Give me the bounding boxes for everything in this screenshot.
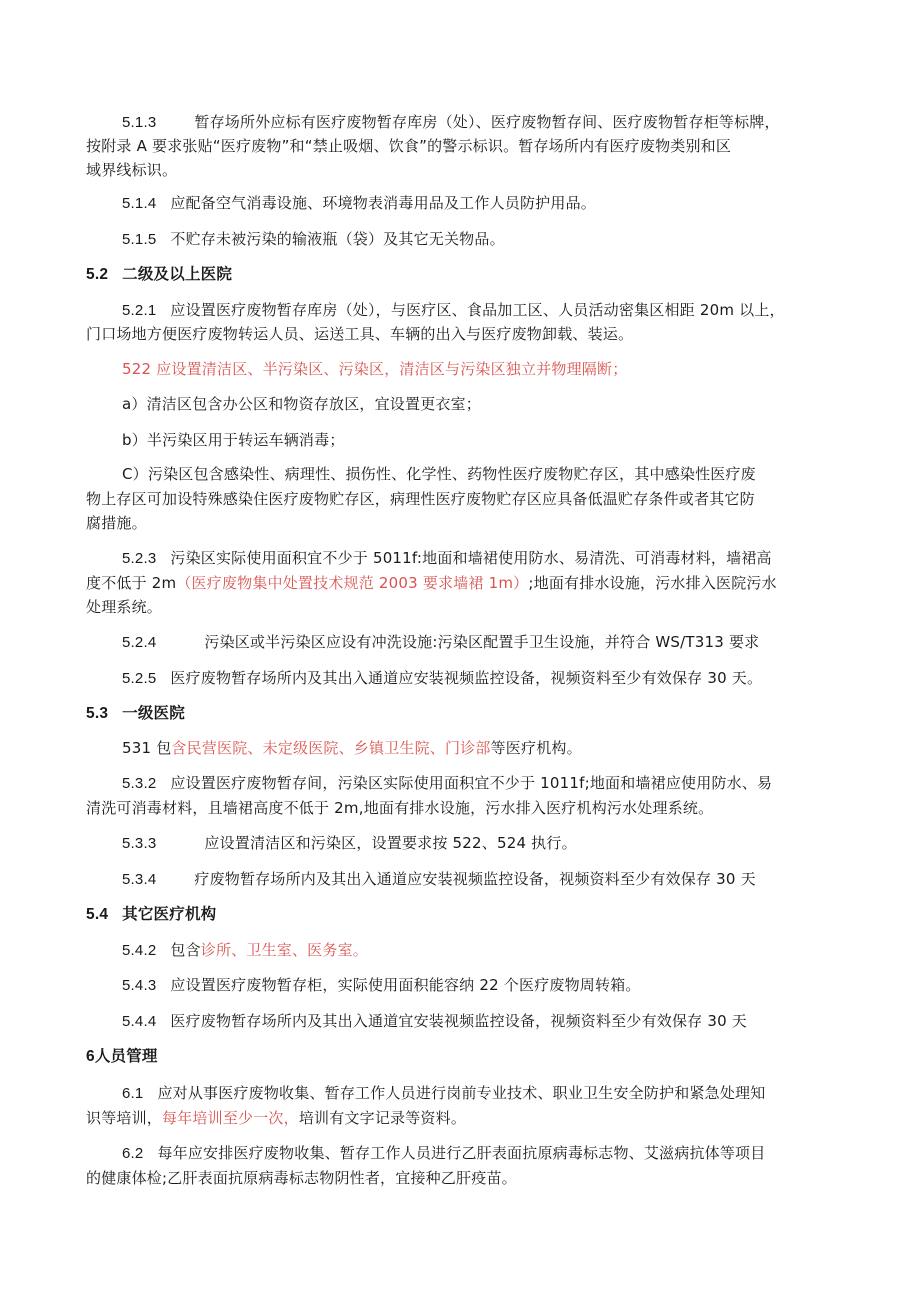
clause-number: 5.2.4 [122,634,157,651]
clause-5-4-4: 5.4.4 医疗废物暂存场所内及其出入通道宜安装视频监控设备，视频资料至少有效保存 30 天 [122,1012,748,1030]
clause-5-4-3: 5.4.3 应设置医疗废物暂存柜，实际使用面积能容纳 22 个医疗废物周转箱。 [122,976,641,994]
clause-number: 5.1.4 [122,195,157,212]
clause-5-2-4: 5.2.4 污染区或半污染区应设有冲洗设施:污染区配置手卫生设施，并符合 WS/T313 要求 [122,633,760,651]
clause-number: 5.4.4 [122,1013,157,1030]
clause-5-2-1-line-1: 5.2.1 应设置医疗废物暂存库房（处），与医疗区、食品加工区、人员活动密集区相距 20m 以上， [122,301,785,319]
item-a: a）清洁区包含办公区和物资存放区，宜设置更衣室； [122,395,481,413]
highlighted-note: （医疗废物集中处置技术规范 2003 要求墙裙 1m） [176,574,529,592]
clause-5-1-3-line-3: 域界线标识。 [86,161,178,179]
clause-5-4-2: 5.4.2 包含诊所、卫生室、医务室。 [122,941,368,959]
item-c-line-2: 物上存区可加设特殊感染住医疗废物贮存区，病理性医疗废物贮存区应具备低温贮存条件或者其它防 [86,490,755,508]
clause-5-1-3-line-1: 5.1.3 暂存场所外应标有医疗废物暂存库房（处）、医疗废物暂存间、医疗废物暂存柜等标牌， [122,113,780,131]
clause-5-1-5: 5.1.5 不贮存未被污染的输液瓶（袋）及其它无关物品。 [122,230,505,248]
clause-number: 5.1.5 [122,231,157,248]
section-heading-5-3: 5.3 一级医院 [86,705,185,722]
highlighted-note: 每年培训至少一次， [162,1109,299,1127]
clause-5-3-2-line-1: 5.3.2 应设置医疗废物暂存间，污染区实际使用面积宜不少于 1011f;地面和墙裙应使用防水、易 [122,774,773,792]
clause-5-2-3-line-3: 处理系统。 [86,598,163,616]
clause-5-2-5: 5.2.5 医疗废物暂存场所内及其出入通道应安装视频监控设备，视频资料至少有效保存 30 天。 [122,669,763,687]
item-b: b）半污染区用于转运车辆消毒； [122,431,345,449]
clause-number: 5.3.4 [122,871,157,888]
clause-number: 5.2.1 [122,302,157,319]
clause-6-1-line-2: 识等培训，每年培训至少一次，培训有文字记录等资料。 [86,1109,467,1127]
clause-number: 5.2.3 [122,550,157,567]
clause-6-2-line-1: 6.2 每年应安排医疗废物收集、暂存工作人员进行乙肝表面抗原病毒标志物、艾滋病抗体等项目 [122,1144,766,1162]
clause-5-2-1-line-2: 门口场地方便医疗废物转运人员、运送工具、车辆的出入与医疗废物卸载、装运。 [86,325,634,343]
clause-number: 5.3.3 [122,835,157,852]
clause-5-3-2-line-2: 清洗可消毒材料，且墙裙高度不低于 2m,地面有排水设施，污水排入医疗机构污水处理系统。 [86,799,714,817]
item-c-line-3: 腐措施。 [86,514,147,532]
section-heading-5-2: 5.2 二级及以上医院 [86,266,233,283]
clause-number: 5.4.2 [122,942,157,959]
clause-6-2-line-2: 的健康体检;乙肝表面抗原病毒标志物阴性者，宜接种乙肝疫苗。 [86,1169,517,1187]
clause-5-3-1: 531 包含民营医院、未定级医院、乡镇卫生院、门诊部等医疗机构。 [122,739,582,757]
highlighted-note: 含民营医院、未定级医院、乡镇卫生院、门诊部 [171,739,491,757]
clause-5-3-3: 5.3.3 应设置清洁区和污染区，设置要求按 522、524 执行。 [122,834,577,852]
clause-number: 5.1.3 [122,114,157,131]
clause-number: 5.4.3 [122,977,157,994]
section-heading-5-4: 5.4 其它医疗机构 [86,906,217,923]
clause-6-1-line-1: 6.1 应对从事医疗废物收集、暂存工作人员进行岗前专业技术、职业卫生安全防护和紧急处理知 [122,1084,766,1102]
clause-5-1-4: 5.1.4 应配备空气消毒设施、环境物表消毒用品及工作人员防护用品。 [122,194,596,212]
clause-5-2-2: 522 应设置清洁区、半污染区、污染区，清洁区与污染区独立并物理隔断； [122,360,628,378]
clause-number: 5.3.2 [122,775,157,792]
clause-number: 6.2 [122,1145,144,1162]
clause-5-1-3-line-2: 按附录 A 要求张贴“医疗废物”和“禁止吸烟、饮食”的警示标识。暂存场所内有医疗废物类别和区 [86,137,732,155]
clause-5-2-3-line-1: 5.2.3 污染区实际使用面积宜不少于 5011f:地面和墙裙使用防水、易清洗、可消毒材料，墙裙高 [122,549,772,567]
clause-number: 5.2.5 [122,670,157,687]
highlighted-note: 诊所、卫生室、医务室。 [200,941,368,959]
section-heading-6: 6人员管理 [86,1048,158,1065]
item-c-line-1: C）污染区包含感染性、病理性、损伤性、化学性、药物性医疗废物贮存区，其中感染性医疗废 [122,465,756,483]
clause-5-2-3-line-2: 度不低于 2m（医疗废物集中处置技术规范 2003 要求墙裙 1m）;地面有排水设施，污水排入医院污水 [86,574,777,592]
clause-5-3-4: 5.3.4 疗废物暂存场所内及其出入通道应安装视频监控设备，视频资料至少有效保存 30 天 [122,870,756,888]
clause-number: 6.1 [122,1085,144,1102]
